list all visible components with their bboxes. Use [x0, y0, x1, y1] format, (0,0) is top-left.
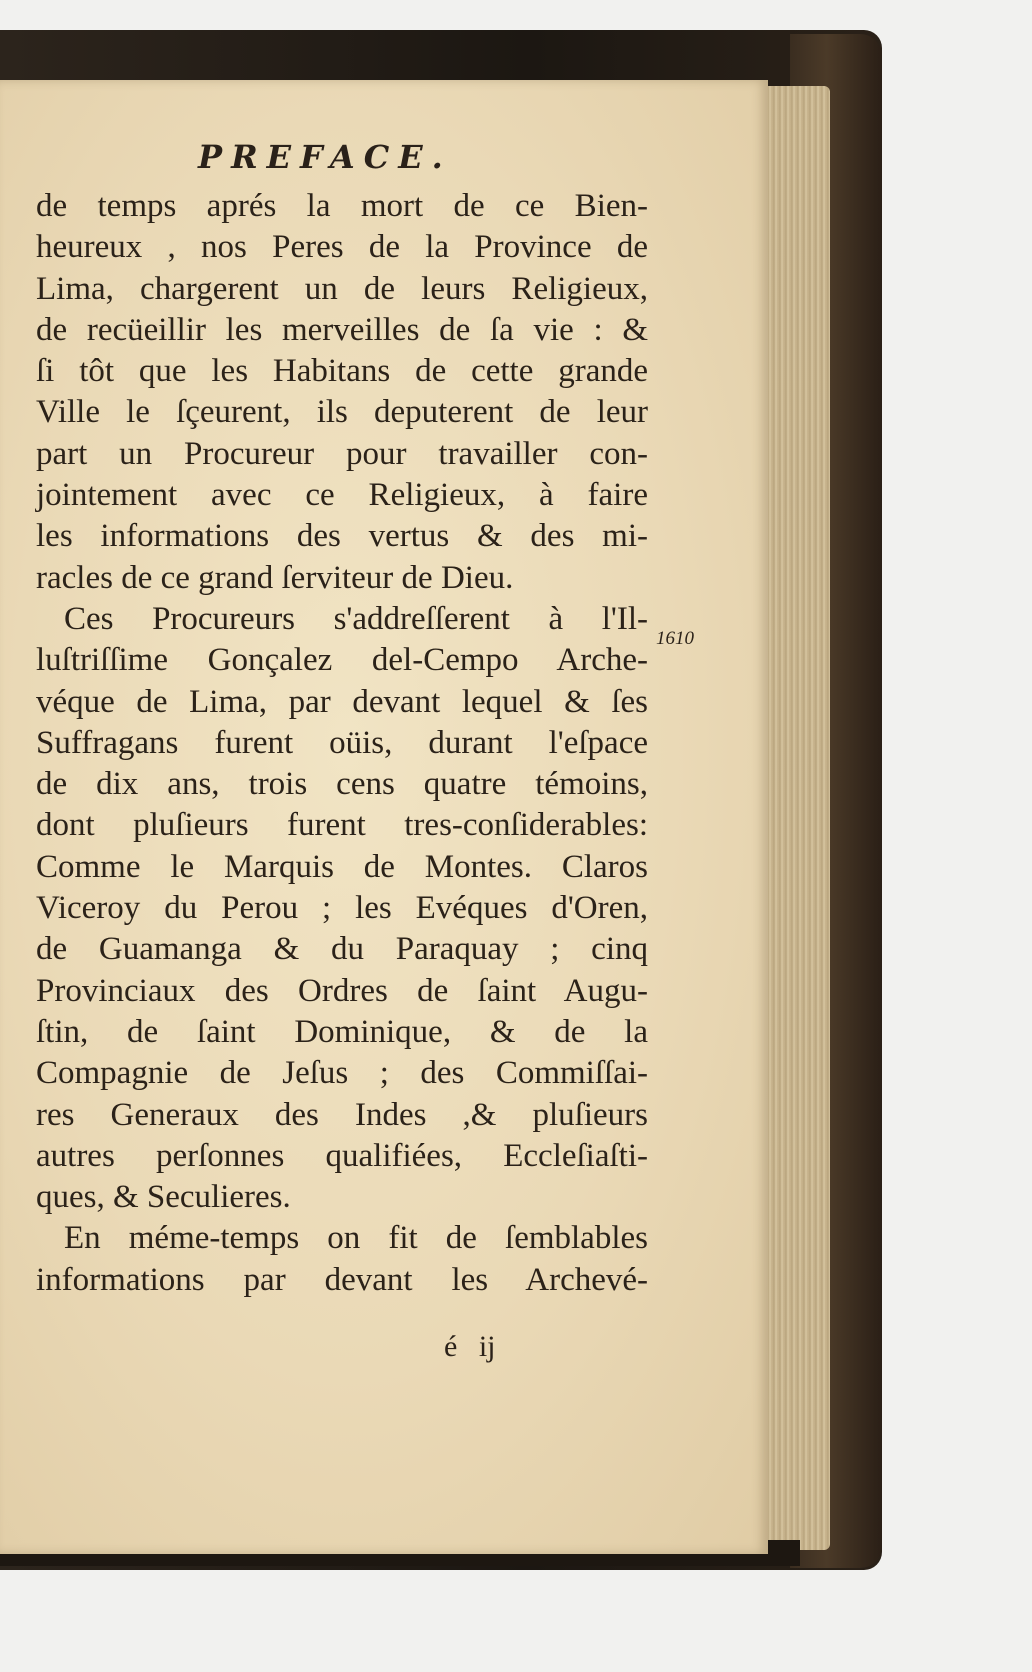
page-fore-edge	[760, 86, 830, 1550]
text-line: Suffragans furent oüis, durant l'eſpace	[36, 724, 648, 761]
text-line: de temps aprés la mort de ce Bien-	[36, 188, 648, 224]
text-line: Ville le ſçeurent, ils deputerent de leur	[36, 394, 648, 431]
body-text	[36, 186, 648, 1301]
text-line: de recüeillir les merveilles de ſa vie : &	[36, 311, 648, 348]
text-line: autres perſonnes qualifiées, Eccleſiaſti-	[36, 1137, 648, 1174]
margin-note-year: 1610	[656, 628, 694, 649]
text-line: En méme-temps on fit de ſemblables	[64, 1220, 648, 1257]
text-line: res Generaux des Indes ,& pluſieurs	[36, 1096, 648, 1133]
text-line: heureux , nos Peres de la Province de	[36, 229, 648, 266]
text-line: Comme le Marquis de Montes. Claros	[36, 848, 648, 885]
text-line: ques, & Seculieres.	[36, 1179, 291, 1216]
text-line: ſi tôt que les Habitans de cette grande	[36, 353, 648, 390]
text-line: les informations des vertus & des mi-	[36, 518, 648, 555]
text-line: Viceroy du Perou ; les Evéques d'Oren,	[36, 890, 648, 927]
text-line: Provinciaux des Ordres de ſaint Augu-	[36, 972, 648, 1009]
text-line: dont pluſieurs furent tres-conſiderables:	[36, 807, 648, 844]
text-line: Compagnie de Jeſus ; des Commiſſai-	[36, 1055, 648, 1092]
text-line: informations par devant les Archevé-	[36, 1261, 648, 1298]
text-line: de Guamanga & du Paraquay ; cinq	[36, 931, 648, 968]
text-line: Lima, chargerent un de leurs Religieux,	[36, 270, 648, 307]
text-line: ſtin, de ſaint Dominique, & de la	[36, 1013, 648, 1050]
text-line: Ces Procureurs s'addreſſerent à l'Il-	[64, 600, 648, 637]
text-line: de dix ans, trois cens quatre témoins,	[36, 766, 648, 803]
text-line: luſtriſſime Gonçalez del-Cempo Arche-	[36, 642, 648, 679]
text-line: part un Procureur pour travailler con-	[36, 435, 648, 472]
text-line: jointement avec ce Religieux, à faire	[36, 477, 648, 514]
text-line: véque de Lima, par devant lequel & ſes	[36, 683, 648, 720]
text-line: racles de ce grand ſerviteur de Dieu.	[36, 559, 514, 596]
signature-mark: é ij	[444, 1330, 496, 1363]
running-head: PREFACE.	[198, 138, 452, 176]
